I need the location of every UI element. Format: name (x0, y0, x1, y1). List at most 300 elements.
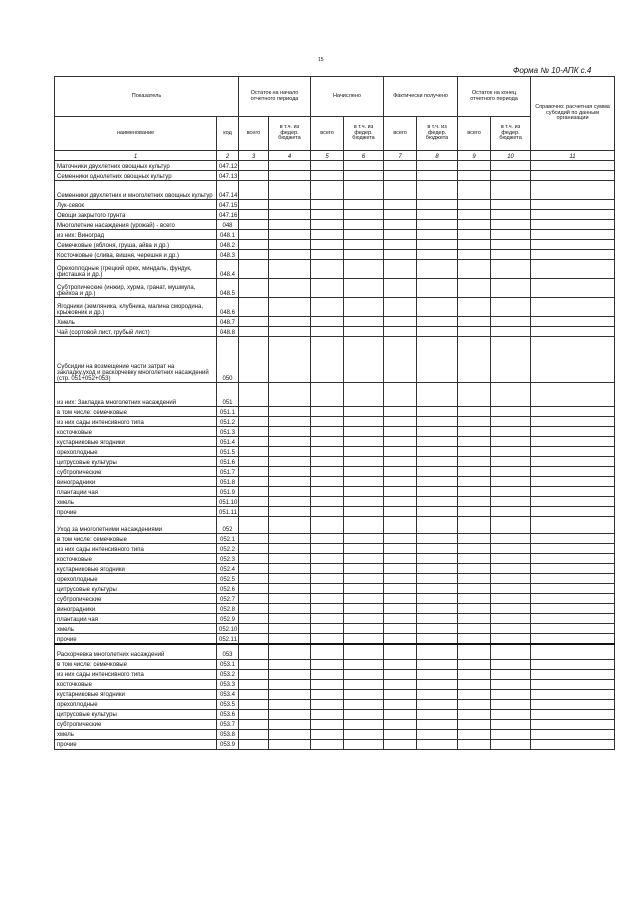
value-cell[interactable] (417, 507, 458, 517)
value-cell[interactable] (417, 210, 458, 220)
value-cell[interactable] (458, 383, 491, 407)
value-cell[interactable] (311, 554, 344, 564)
value-cell[interactable] (384, 739, 417, 749)
value-cell[interactable] (344, 161, 384, 171)
value-cell[interactable] (311, 457, 344, 467)
value-cell[interactable] (269, 507, 311, 517)
value-cell[interactable] (531, 230, 615, 240)
value-cell[interactable] (239, 594, 269, 604)
value-cell[interactable] (531, 210, 615, 220)
value-cell[interactable] (239, 679, 269, 689)
value-cell[interactable] (311, 467, 344, 477)
value-cell[interactable] (491, 517, 531, 534)
value-cell[interactable] (311, 594, 344, 604)
value-cell[interactable] (458, 298, 491, 317)
value-cell[interactable] (491, 467, 531, 477)
value-cell[interactable] (531, 407, 615, 417)
value-cell[interactable] (458, 517, 491, 534)
value-cell[interactable] (417, 729, 458, 739)
value-cell[interactable] (239, 417, 269, 427)
value-cell[interactable] (384, 614, 417, 624)
value-cell[interactable] (531, 709, 615, 719)
value-cell[interactable] (491, 427, 531, 437)
value-cell[interactable] (239, 240, 269, 250)
value-cell[interactable] (531, 171, 615, 181)
value-cell[interactable] (531, 584, 615, 594)
value-cell[interactable] (239, 230, 269, 240)
value-cell[interactable] (311, 699, 344, 709)
value-cell[interactable] (417, 171, 458, 181)
value-cell[interactable] (531, 507, 615, 517)
value-cell[interactable] (311, 337, 344, 383)
value-cell[interactable] (491, 487, 531, 497)
value-cell[interactable] (384, 644, 417, 659)
value-cell[interactable] (344, 171, 384, 181)
value-cell[interactable] (531, 624, 615, 634)
value-cell[interactable] (531, 517, 615, 534)
value-cell[interactable] (531, 594, 615, 604)
value-cell[interactable] (491, 317, 531, 327)
value-cell[interactable] (531, 719, 615, 729)
value-cell[interactable] (491, 220, 531, 230)
value-cell[interactable] (491, 669, 531, 679)
value-cell[interactable] (239, 220, 269, 230)
value-cell[interactable] (384, 250, 417, 260)
value-cell[interactable] (384, 383, 417, 407)
value-cell[interactable] (344, 497, 384, 507)
value-cell[interactable] (491, 260, 531, 279)
value-cell[interactable] (311, 729, 344, 739)
value-cell[interactable] (384, 507, 417, 517)
value-cell[interactable] (344, 298, 384, 317)
value-cell[interactable] (269, 417, 311, 427)
value-cell[interactable] (531, 337, 615, 383)
value-cell[interactable] (311, 407, 344, 417)
value-cell[interactable] (384, 719, 417, 729)
value-cell[interactable] (344, 487, 384, 497)
value-cell[interactable] (344, 467, 384, 477)
value-cell[interactable] (384, 467, 417, 477)
value-cell[interactable] (384, 594, 417, 604)
value-cell[interactable] (384, 298, 417, 317)
value-cell[interactable] (269, 457, 311, 467)
value-cell[interactable] (311, 614, 344, 624)
value-cell[interactable] (491, 327, 531, 337)
value-cell[interactable] (384, 689, 417, 699)
value-cell[interactable] (384, 407, 417, 417)
value-cell[interactable] (311, 298, 344, 317)
value-cell[interactable] (269, 497, 311, 507)
value-cell[interactable] (531, 427, 615, 437)
value-cell[interactable] (239, 407, 269, 417)
value-cell[interactable] (531, 200, 615, 210)
value-cell[interactable] (417, 407, 458, 417)
value-cell[interactable] (269, 644, 311, 659)
value-cell[interactable] (491, 594, 531, 604)
value-cell[interactable] (344, 220, 384, 230)
value-cell[interactable] (458, 327, 491, 337)
value-cell[interactable] (239, 447, 269, 457)
value-cell[interactable] (417, 634, 458, 645)
value-cell[interactable] (344, 507, 384, 517)
value-cell[interactable] (311, 544, 344, 554)
value-cell[interactable] (344, 564, 384, 574)
value-cell[interactable] (311, 200, 344, 210)
value-cell[interactable] (531, 161, 615, 171)
value-cell[interactable] (531, 417, 615, 427)
value-cell[interactable] (458, 669, 491, 679)
value-cell[interactable] (311, 659, 344, 669)
value-cell[interactable] (344, 544, 384, 554)
value-cell[interactable] (384, 497, 417, 507)
value-cell[interactable] (491, 544, 531, 554)
value-cell[interactable] (384, 574, 417, 584)
value-cell[interactable] (384, 584, 417, 594)
value-cell[interactable] (239, 487, 269, 497)
value-cell[interactable] (491, 689, 531, 699)
value-cell[interactable] (269, 337, 311, 383)
value-cell[interactable] (458, 574, 491, 584)
value-cell[interactable] (458, 467, 491, 477)
value-cell[interactable] (417, 564, 458, 574)
value-cell[interactable] (239, 437, 269, 447)
value-cell[interactable] (458, 487, 491, 497)
value-cell[interactable] (311, 534, 344, 544)
value-cell[interactable] (269, 240, 311, 250)
value-cell[interactable] (269, 689, 311, 699)
value-cell[interactable] (384, 317, 417, 327)
value-cell[interactable] (531, 467, 615, 477)
value-cell[interactable] (531, 181, 615, 200)
value-cell[interactable] (458, 230, 491, 240)
value-cell[interactable] (384, 624, 417, 634)
value-cell[interactable] (491, 739, 531, 749)
value-cell[interactable] (417, 477, 458, 487)
value-cell[interactable] (417, 739, 458, 749)
value-cell[interactable] (384, 699, 417, 709)
value-cell[interactable] (531, 574, 615, 584)
value-cell[interactable] (239, 689, 269, 699)
value-cell[interactable] (417, 427, 458, 437)
value-cell[interactable] (384, 327, 417, 337)
value-cell[interactable] (269, 614, 311, 624)
value-cell[interactable] (311, 427, 344, 437)
value-cell[interactable] (384, 417, 417, 427)
value-cell[interactable] (239, 467, 269, 477)
value-cell[interactable] (384, 709, 417, 719)
value-cell[interactable] (491, 497, 531, 507)
value-cell[interactable] (344, 719, 384, 729)
value-cell[interactable] (311, 210, 344, 220)
value-cell[interactable] (417, 327, 458, 337)
value-cell[interactable] (417, 584, 458, 594)
value-cell[interactable] (311, 669, 344, 679)
value-cell[interactable] (458, 317, 491, 327)
value-cell[interactable] (269, 739, 311, 749)
value-cell[interactable] (239, 210, 269, 220)
value-cell[interactable] (269, 574, 311, 584)
value-cell[interactable] (311, 604, 344, 614)
value-cell[interactable] (239, 497, 269, 507)
value-cell[interactable] (269, 317, 311, 327)
value-cell[interactable] (531, 260, 615, 279)
value-cell[interactable] (491, 230, 531, 240)
value-cell[interactable] (311, 644, 344, 659)
value-cell[interactable] (491, 534, 531, 544)
value-cell[interactable] (458, 554, 491, 564)
value-cell[interactable] (269, 298, 311, 317)
value-cell[interactable] (458, 427, 491, 437)
value-cell[interactable] (239, 659, 269, 669)
value-cell[interactable] (491, 679, 531, 689)
value-cell[interactable] (491, 383, 531, 407)
value-cell[interactable] (311, 250, 344, 260)
value-cell[interactable] (491, 200, 531, 210)
value-cell[interactable] (531, 298, 615, 317)
value-cell[interactable] (239, 200, 269, 210)
value-cell[interactable] (491, 564, 531, 574)
value-cell[interactable] (311, 634, 344, 645)
value-cell[interactable] (417, 554, 458, 564)
value-cell[interactable] (458, 689, 491, 699)
value-cell[interactable] (311, 317, 344, 327)
value-cell[interactable] (531, 634, 615, 645)
value-cell[interactable] (239, 564, 269, 574)
value-cell[interactable] (344, 554, 384, 564)
value-cell[interactable] (417, 574, 458, 584)
value-cell[interactable] (491, 240, 531, 250)
value-cell[interactable] (458, 161, 491, 171)
value-cell[interactable] (311, 477, 344, 487)
value-cell[interactable] (384, 669, 417, 679)
value-cell[interactable] (344, 594, 384, 604)
value-cell[interactable] (384, 437, 417, 447)
value-cell[interactable] (384, 564, 417, 574)
value-cell[interactable] (239, 181, 269, 200)
value-cell[interactable] (491, 250, 531, 260)
value-cell[interactable] (311, 161, 344, 171)
value-cell[interactable] (491, 507, 531, 517)
value-cell[interactable] (239, 260, 269, 279)
value-cell[interactable] (239, 171, 269, 181)
value-cell[interactable] (458, 507, 491, 517)
value-cell[interactable] (269, 719, 311, 729)
value-cell[interactable] (344, 260, 384, 279)
value-cell[interactable] (384, 279, 417, 298)
value-cell[interactable] (531, 240, 615, 250)
value-cell[interactable] (531, 279, 615, 298)
value-cell[interactable] (269, 487, 311, 497)
value-cell[interactable] (269, 220, 311, 230)
value-cell[interactable] (311, 574, 344, 584)
value-cell[interactable] (344, 447, 384, 457)
value-cell[interactable] (491, 614, 531, 624)
value-cell[interactable] (311, 220, 344, 230)
value-cell[interactable] (417, 679, 458, 689)
value-cell[interactable] (239, 317, 269, 327)
value-cell[interactable] (417, 534, 458, 544)
value-cell[interactable] (384, 487, 417, 497)
value-cell[interactable] (269, 634, 311, 645)
value-cell[interactable] (491, 181, 531, 200)
value-cell[interactable] (269, 260, 311, 279)
value-cell[interactable] (458, 534, 491, 544)
value-cell[interactable] (311, 230, 344, 240)
value-cell[interactable] (417, 260, 458, 279)
value-cell[interactable] (269, 554, 311, 564)
value-cell[interactable] (491, 210, 531, 220)
value-cell[interactable] (239, 634, 269, 645)
value-cell[interactable] (491, 337, 531, 383)
value-cell[interactable] (458, 644, 491, 659)
value-cell[interactable] (531, 729, 615, 739)
value-cell[interactable] (269, 477, 311, 487)
value-cell[interactable] (458, 709, 491, 719)
value-cell[interactable] (311, 679, 344, 689)
value-cell[interactable] (417, 337, 458, 383)
value-cell[interactable] (239, 614, 269, 624)
value-cell[interactable] (531, 554, 615, 564)
value-cell[interactable] (458, 171, 491, 181)
value-cell[interactable] (531, 497, 615, 507)
value-cell[interactable] (384, 181, 417, 200)
value-cell[interactable] (344, 699, 384, 709)
value-cell[interactable] (311, 437, 344, 447)
value-cell[interactable] (384, 604, 417, 614)
value-cell[interactable] (531, 614, 615, 624)
value-cell[interactable] (269, 709, 311, 719)
value-cell[interactable] (344, 659, 384, 669)
value-cell[interactable] (344, 407, 384, 417)
value-cell[interactable] (458, 437, 491, 447)
value-cell[interactable] (344, 669, 384, 679)
value-cell[interactable] (458, 447, 491, 457)
value-cell[interactable] (311, 171, 344, 181)
value-cell[interactable] (344, 729, 384, 739)
value-cell[interactable] (417, 200, 458, 210)
value-cell[interactable] (269, 544, 311, 554)
value-cell[interactable] (269, 171, 311, 181)
value-cell[interactable] (269, 327, 311, 337)
value-cell[interactable] (384, 230, 417, 240)
value-cell[interactable] (417, 181, 458, 200)
value-cell[interactable] (344, 739, 384, 749)
value-cell[interactable] (531, 739, 615, 749)
value-cell[interactable] (239, 709, 269, 719)
value-cell[interactable] (384, 447, 417, 457)
value-cell[interactable] (239, 544, 269, 554)
value-cell[interactable] (344, 383, 384, 407)
value-cell[interactable] (311, 327, 344, 337)
value-cell[interactable] (417, 447, 458, 457)
value-cell[interactable] (269, 594, 311, 604)
value-cell[interactable] (458, 699, 491, 709)
value-cell[interactable] (417, 220, 458, 230)
value-cell[interactable] (531, 689, 615, 699)
value-cell[interactable] (344, 327, 384, 337)
value-cell[interactable] (344, 210, 384, 220)
value-cell[interactable] (269, 584, 311, 594)
value-cell[interactable] (491, 719, 531, 729)
value-cell[interactable] (384, 210, 417, 220)
value-cell[interactable] (311, 279, 344, 298)
value-cell[interactable] (531, 383, 615, 407)
value-cell[interactable] (311, 739, 344, 749)
value-cell[interactable] (344, 457, 384, 467)
value-cell[interactable] (417, 669, 458, 679)
value-cell[interactable] (384, 161, 417, 171)
value-cell[interactable] (311, 487, 344, 497)
value-cell[interactable] (531, 679, 615, 689)
value-cell[interactable] (311, 507, 344, 517)
value-cell[interactable] (417, 719, 458, 729)
value-cell[interactable] (384, 634, 417, 645)
value-cell[interactable] (239, 427, 269, 437)
value-cell[interactable] (239, 457, 269, 467)
value-cell[interactable] (458, 220, 491, 230)
value-cell[interactable] (344, 584, 384, 594)
value-cell[interactable] (384, 220, 417, 230)
value-cell[interactable] (531, 604, 615, 614)
value-cell[interactable] (384, 534, 417, 544)
value-cell[interactable] (458, 634, 491, 645)
value-cell[interactable] (239, 699, 269, 709)
value-cell[interactable] (344, 279, 384, 298)
value-cell[interactable] (344, 604, 384, 614)
value-cell[interactable] (384, 260, 417, 279)
value-cell[interactable] (384, 679, 417, 689)
value-cell[interactable] (239, 279, 269, 298)
value-cell[interactable] (491, 709, 531, 719)
value-cell[interactable] (311, 417, 344, 427)
value-cell[interactable] (458, 477, 491, 487)
value-cell[interactable] (458, 181, 491, 200)
value-cell[interactable] (491, 554, 531, 564)
value-cell[interactable] (458, 594, 491, 604)
value-cell[interactable] (417, 279, 458, 298)
value-cell[interactable] (239, 554, 269, 564)
value-cell[interactable] (311, 260, 344, 279)
value-cell[interactable] (531, 447, 615, 457)
value-cell[interactable] (384, 240, 417, 250)
value-cell[interactable] (239, 729, 269, 739)
value-cell[interactable] (531, 457, 615, 467)
value-cell[interactable] (417, 699, 458, 709)
value-cell[interactable] (344, 417, 384, 427)
value-cell[interactable] (417, 709, 458, 719)
value-cell[interactable] (491, 407, 531, 417)
value-cell[interactable] (531, 220, 615, 230)
value-cell[interactable] (269, 604, 311, 614)
value-cell[interactable] (531, 317, 615, 327)
value-cell[interactable] (458, 260, 491, 279)
value-cell[interactable] (384, 427, 417, 437)
value-cell[interactable] (269, 699, 311, 709)
value-cell[interactable] (344, 477, 384, 487)
value-cell[interactable] (458, 544, 491, 554)
value-cell[interactable] (531, 644, 615, 659)
value-cell[interactable] (417, 437, 458, 447)
value-cell[interactable] (531, 659, 615, 669)
value-cell[interactable] (311, 564, 344, 574)
value-cell[interactable] (239, 383, 269, 407)
value-cell[interactable] (417, 689, 458, 699)
value-cell[interactable] (458, 679, 491, 689)
value-cell[interactable] (344, 614, 384, 624)
value-cell[interactable] (417, 230, 458, 240)
value-cell[interactable] (239, 719, 269, 729)
value-cell[interactable] (384, 200, 417, 210)
